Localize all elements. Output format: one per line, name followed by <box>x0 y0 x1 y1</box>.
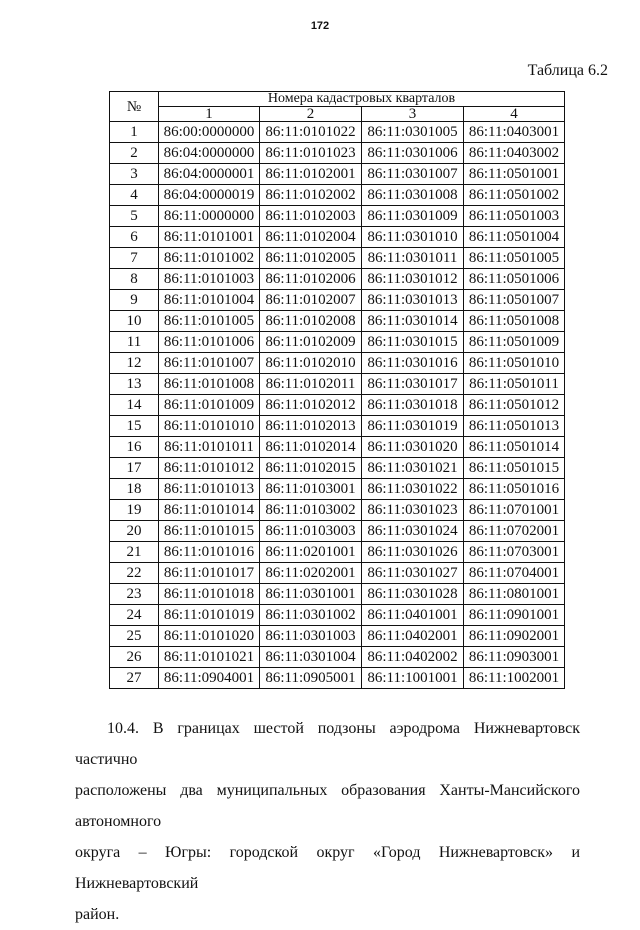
cadastral-number-cell: 86:11:0102010 <box>260 353 362 374</box>
row-number-cell: 5 <box>110 206 159 227</box>
cadastral-number-cell: 86:11:0301027 <box>362 563 464 584</box>
row-number-cell: 4 <box>110 185 159 206</box>
cadastral-number-cell: 86:11:0101009 <box>159 395 260 416</box>
row-number-cell: 27 <box>110 668 159 689</box>
cadastral-number-cell: 86:11:0101019 <box>159 605 260 626</box>
table-row <box>110 206 565 227</box>
row-number-cell: 3 <box>110 164 159 185</box>
cadastral-number-cell: 86:11:0904001 <box>159 668 260 689</box>
cadastral-number-cell: 86:11:0101008 <box>159 374 260 395</box>
cadastral-number-cell: 86:11:0101016 <box>159 542 260 563</box>
table-row <box>110 269 565 290</box>
cadastral-number-cell: 86:11:0501004 <box>464 227 565 248</box>
cadastral-number-cell: 86:11:0301019 <box>362 416 464 437</box>
paragraph-line: 10.4. В границах шестой подзоны аэродрома Нижневартовск частично <box>75 720 580 768</box>
cadastral-number-cell: 86:11:0501001 <box>464 164 565 185</box>
cadastral-number-cell: 86:11:0101002 <box>159 248 260 269</box>
row-number-cell: 21 <box>110 542 159 563</box>
row-number-cell: 26 <box>110 647 159 668</box>
column-header: 1 <box>159 107 260 122</box>
table-body <box>110 122 565 689</box>
cadastral-number-cell: 86:11:0101015 <box>159 521 260 542</box>
cadastral-number-cell: 86:11:0301002 <box>260 605 362 626</box>
cadastral-number-cell: 86:11:0703001 <box>464 542 565 563</box>
cadastral-number-cell: 86:11:0301008 <box>362 185 464 206</box>
row-number-cell: 22 <box>110 563 159 584</box>
table-row <box>110 542 565 563</box>
cadastral-number-cell: 86:11:0102006 <box>260 269 362 290</box>
cadastral-number-cell: 86:11:0301012 <box>362 269 464 290</box>
cadastral-number-cell: 86:11:0101017 <box>159 563 260 584</box>
row-number-cell: 1 <box>110 122 159 143</box>
cadastral-number-cell: 86:11:0102007 <box>260 290 362 311</box>
table-row <box>110 563 565 584</box>
table-row <box>110 500 565 521</box>
row-number-cell: 11 <box>110 332 159 353</box>
cadastral-number-cell: 86:11:0301011 <box>362 248 464 269</box>
row-number-cell: 7 <box>110 248 159 269</box>
cadastral-number-cell: 86:11:0501012 <box>464 395 565 416</box>
cadastral-number-cell: 86:11:0101005 <box>159 311 260 332</box>
row-number-cell: 12 <box>110 353 159 374</box>
table-row <box>110 248 565 269</box>
cadastral-number-cell: 86:11:0102005 <box>260 248 362 269</box>
cadastral-number-cell: 86:11:0102011 <box>260 374 362 395</box>
cadastral-number-cell: 86:11:0501008 <box>464 311 565 332</box>
cadastral-number-cell: 86:11:0103001 <box>260 479 362 500</box>
cadastral-number-cell: 86:11:0101006 <box>159 332 260 353</box>
cadastral-quarters-table <box>109 91 565 689</box>
table-row <box>110 164 565 185</box>
cadastral-number-cell: 86:04:0000001 <box>159 164 260 185</box>
cadastral-number-cell: 86:11:0000000 <box>159 206 260 227</box>
table-row <box>110 290 565 311</box>
row-number-cell: 14 <box>110 395 159 416</box>
cadastral-number-cell: 86:11:0501013 <box>464 416 565 437</box>
table-row <box>110 437 565 458</box>
cadastral-number-cell: 86:11:0101007 <box>159 353 260 374</box>
body-paragraph <box>75 713 580 930</box>
cadastral-number-cell: 86:11:0103003 <box>260 521 362 542</box>
table-row <box>110 647 565 668</box>
cadastral-number-cell: 86:04:0000000 <box>159 143 260 164</box>
paragraph-line: округа – Югры: городской округ «Город Нижневартовск» и Нижневартовский <box>75 844 580 892</box>
cadastral-number-cell: 86:11:0501015 <box>464 458 565 479</box>
cadastral-number-cell: 86:11:0102003 <box>260 206 362 227</box>
cadastral-number-cell: 86:11:0101020 <box>159 626 260 647</box>
table-row <box>110 374 565 395</box>
paragraph-line: расположены два муниципальных образования Ханты-Мансийского автономного <box>75 782 580 830</box>
table-row <box>110 458 565 479</box>
cadastral-number-cell: 86:11:0903001 <box>464 647 565 668</box>
cadastral-number-cell: 86:11:0101004 <box>159 290 260 311</box>
cadastral-number-cell: 86:11:0301014 <box>362 311 464 332</box>
paragraph-line: район. <box>75 906 120 923</box>
cadastral-number-cell: 86:11:1002001 <box>464 668 565 689</box>
cadastral-number-cell: 86:11:0202001 <box>260 563 362 584</box>
cadastral-number-cell: 86:11:0501007 <box>464 290 565 311</box>
table-row <box>110 479 565 500</box>
cadastral-number-cell: 86:11:0301007 <box>362 164 464 185</box>
cadastral-number-cell: 86:11:0501010 <box>464 353 565 374</box>
cadastral-number-cell: 86:11:0401001 <box>362 605 464 626</box>
column-header: 2 <box>260 107 362 122</box>
cadastral-number-cell: 86:11:0905001 <box>260 668 362 689</box>
cadastral-number-cell: 86:11:0301010 <box>362 227 464 248</box>
column-header: 4 <box>464 107 565 122</box>
row-number-cell: 6 <box>110 227 159 248</box>
table-row <box>110 416 565 437</box>
cadastral-number-cell: 86:11:0102013 <box>260 416 362 437</box>
table-row <box>110 584 565 605</box>
cadastral-number-cell: 86:11:0402001 <box>362 626 464 647</box>
cadastral-number-cell: 86:11:0101018 <box>159 584 260 605</box>
table-row <box>110 122 565 143</box>
cadastral-number-cell: 86:11:0301017 <box>362 374 464 395</box>
row-number-cell: 15 <box>110 416 159 437</box>
cadastral-number-cell: 86:11:0501002 <box>464 185 565 206</box>
cadastral-number-cell: 86:11:0301005 <box>362 122 464 143</box>
cadastral-number-cell: 86:11:0301023 <box>362 500 464 521</box>
cadastral-number-cell: 86:11:0301001 <box>260 584 362 605</box>
table-row <box>110 227 565 248</box>
row-number-cell: 19 <box>110 500 159 521</box>
cadastral-number-cell: 86:11:0501014 <box>464 437 565 458</box>
cadastral-number-cell: 86:11:0301004 <box>260 647 362 668</box>
cadastral-number-cell: 86:11:0902001 <box>464 626 565 647</box>
cadastral-number-cell: 86:11:0501005 <box>464 248 565 269</box>
cadastral-number-cell: 86:11:0101012 <box>159 458 260 479</box>
table-row <box>110 332 565 353</box>
row-number-cell: 9 <box>110 290 159 311</box>
table-row <box>110 353 565 374</box>
cadastral-number-cell: 86:11:0102002 <box>260 185 362 206</box>
cadastral-number-cell: 86:11:0301028 <box>362 584 464 605</box>
table-row <box>110 143 565 164</box>
row-number-cell: 25 <box>110 626 159 647</box>
cadastral-number-cell: 86:11:0501003 <box>464 206 565 227</box>
row-number-cell: 23 <box>110 584 159 605</box>
cadastral-number-cell: 86:11:0102001 <box>260 164 362 185</box>
cadastral-number-cell: 86:11:0101022 <box>260 122 362 143</box>
table-row <box>110 311 565 332</box>
cadastral-number-cell: 86:11:0402002 <box>362 647 464 668</box>
cadastral-number-cell: 86:11:0901001 <box>464 605 565 626</box>
cadastral-number-cell: 86:11:1001001 <box>362 668 464 689</box>
cadastral-number-cell: 86:11:0102008 <box>260 311 362 332</box>
cadastral-number-cell: 86:11:0301016 <box>362 353 464 374</box>
row-number-cell: 24 <box>110 605 159 626</box>
cadastral-number-cell: 86:11:0101013 <box>159 479 260 500</box>
table-row <box>110 668 565 689</box>
row-number-cell: 20 <box>110 521 159 542</box>
cadastral-number-cell: 86:11:0301013 <box>362 290 464 311</box>
cadastral-number-cell: 86:11:0301018 <box>362 395 464 416</box>
cadastral-number-cell: 86:11:0301003 <box>260 626 362 647</box>
cadastral-number-cell: 86:11:0102012 <box>260 395 362 416</box>
cadastral-number-cell: 86:00:0000000 <box>159 122 260 143</box>
table-row <box>110 626 565 647</box>
cadastral-number-cell: 86:11:0101023 <box>260 143 362 164</box>
cadastral-number-cell: 86:11:0301020 <box>362 437 464 458</box>
cadastral-number-cell: 86:11:0201001 <box>260 542 362 563</box>
cadastral-number-cell: 86:11:0301026 <box>362 542 464 563</box>
cadastral-number-cell: 86:11:0301022 <box>362 479 464 500</box>
cadastral-number-cell: 86:11:0501016 <box>464 479 565 500</box>
row-number-cell: 2 <box>110 143 159 164</box>
cadastral-number-cell: 86:04:0000019 <box>159 185 260 206</box>
cadastral-number-cell: 86:11:0704001 <box>464 563 565 584</box>
cadastral-number-cell: 86:11:0301009 <box>362 206 464 227</box>
table-row <box>110 395 565 416</box>
table-caption: Таблица 6.2 <box>527 62 608 79</box>
cadastral-number-cell: 86:11:0102015 <box>260 458 362 479</box>
row-number-header: № <box>110 92 159 122</box>
column-header: 3 <box>362 107 464 122</box>
cadastral-number-cell: 86:11:0301021 <box>362 458 464 479</box>
cadastral-number-cell: 86:11:0101014 <box>159 500 260 521</box>
table-row <box>110 185 565 206</box>
table-row <box>110 521 565 542</box>
cadastral-number-cell: 86:11:0701001 <box>464 500 565 521</box>
cadastral-numbers-header: Номера кадастровых кварталов <box>159 92 565 107</box>
cadastral-number-cell: 86:11:0403001 <box>464 122 565 143</box>
cadastral-number-cell: 86:11:0103002 <box>260 500 362 521</box>
cadastral-number-cell: 86:11:0301006 <box>362 143 464 164</box>
cadastral-number-cell: 86:11:0101010 <box>159 416 260 437</box>
cadastral-number-cell: 86:11:0102014 <box>260 437 362 458</box>
cadastral-number-cell: 86:11:0101021 <box>159 647 260 668</box>
table-row <box>110 605 565 626</box>
row-number-cell: 16 <box>110 437 159 458</box>
cadastral-number-cell: 86:11:0501006 <box>464 269 565 290</box>
cadastral-number-cell: 86:11:0501011 <box>464 374 565 395</box>
cadastral-number-cell: 86:11:0101001 <box>159 227 260 248</box>
row-number-cell: 17 <box>110 458 159 479</box>
row-number-cell: 18 <box>110 479 159 500</box>
cadastral-number-cell: 86:11:0702001 <box>464 521 565 542</box>
cadastral-number-cell: 86:11:0801001 <box>464 584 565 605</box>
page-number: 172 <box>310 20 330 32</box>
row-number-cell: 8 <box>110 269 159 290</box>
cadastral-number-cell: 86:11:0501009 <box>464 332 565 353</box>
row-number-cell: 13 <box>110 374 159 395</box>
cadastral-number-cell: 86:11:0102009 <box>260 332 362 353</box>
cadastral-number-cell: 86:11:0101003 <box>159 269 260 290</box>
cadastral-number-cell: 86:11:0403002 <box>464 143 565 164</box>
cadastral-number-cell: 86:11:0101011 <box>159 437 260 458</box>
cadastral-number-cell: 86:11:0301015 <box>362 332 464 353</box>
cadastral-number-cell: 86:11:0301024 <box>362 521 464 542</box>
cadastral-number-cell: 86:11:0102004 <box>260 227 362 248</box>
row-number-cell: 10 <box>110 311 159 332</box>
